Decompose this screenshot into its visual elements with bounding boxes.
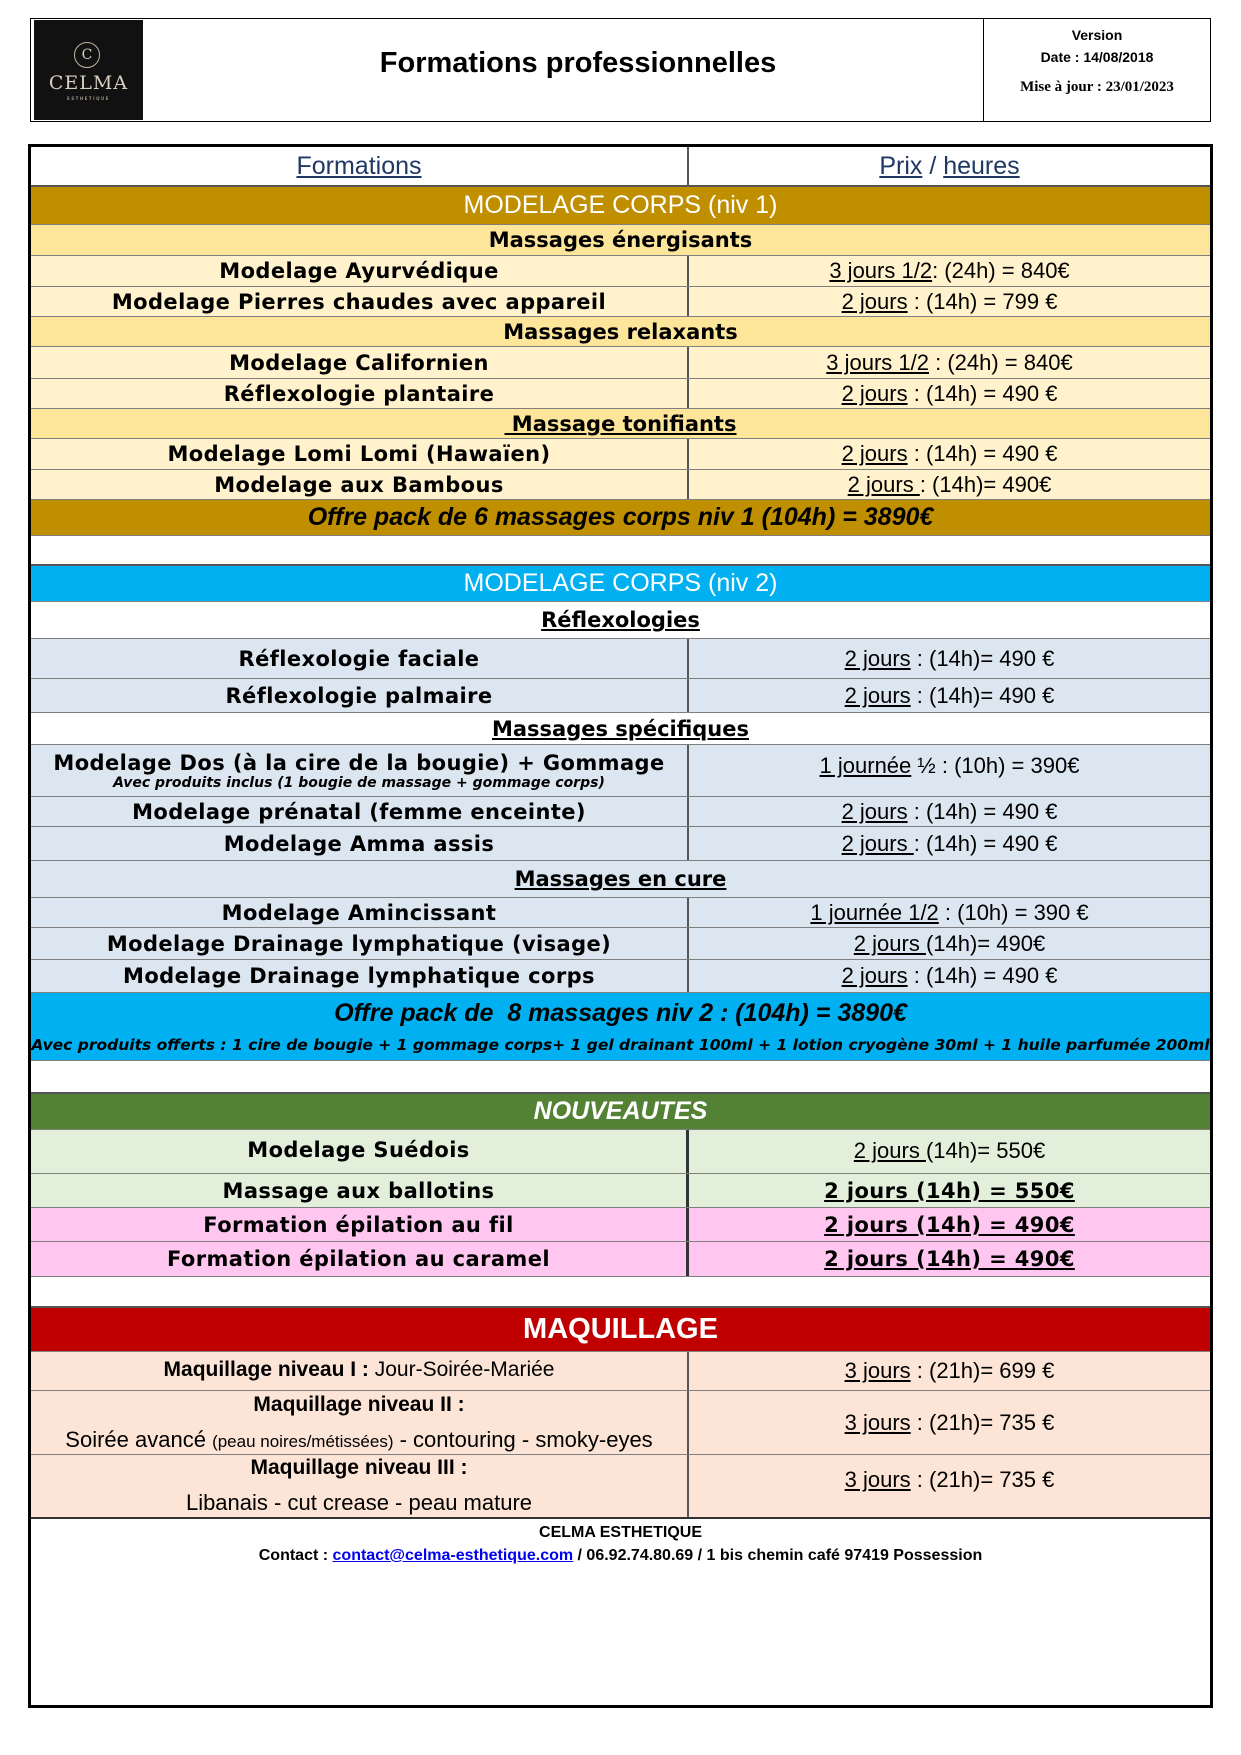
formation-name: Modelage Ayurvédique: [219, 259, 499, 283]
table-row: [31, 1455, 1210, 1519]
section-niv2-header: [31, 566, 1210, 602]
formation-name: Réflexologie palmaire: [225, 683, 493, 708]
category-row: [31, 861, 1210, 898]
column-header-formations: Formations: [296, 151, 422, 180]
price-days: 3 jours 1/2: [826, 349, 929, 375]
formation-name: Modelage Amma assis: [223, 831, 495, 856]
price-days: 2 jours: [847, 471, 920, 497]
price-detail: : (14h) = 799 €: [907, 288, 1058, 314]
category-label: Massages relaxants: [503, 319, 738, 344]
makeup-level-description: [65, 1427, 652, 1453]
table-row: [31, 639, 1210, 679]
price-days: 1 journée 1/2: [810, 899, 939, 925]
makeup-description-part: - contouring - smoky-eyes: [393, 1426, 653, 1452]
formation-name: Massage aux ballotins: [222, 1178, 495, 1203]
table-row: [31, 797, 1210, 827]
pack-offer-row: [31, 500, 1210, 536]
price-detail: : (14h) = 490 €: [913, 830, 1058, 856]
price-detail: : (14h) = 490 €: [907, 380, 1058, 406]
price-days: 1 journée: [819, 753, 912, 778]
price-detail: : (14h) = 490 €: [907, 963, 1058, 988]
spacer-row: [31, 536, 1210, 566]
price-days: 3 jours: [844, 1358, 911, 1383]
pack-offer-row: [31, 993, 1210, 1061]
formation-name: Modelage prénatal (femme enceinte): [132, 799, 586, 824]
version-date: Date : 14/08/2018: [1040, 49, 1154, 65]
price-detail: : (14h)= 490€: [919, 471, 1052, 497]
table-row: [31, 827, 1210, 861]
formation-name: Modelage Pierres chaudes avec appareil: [111, 289, 607, 314]
formation-name: Réflexologie plantaire: [223, 381, 495, 406]
makeup-level-description: Libanais - cut crease - peau mature: [185, 1490, 533, 1515]
table-row: [31, 287, 1210, 317]
contact-label: Contact :: [258, 1547, 333, 1564]
logo-subtitle: ESTHETIQUE: [66, 96, 111, 101]
price-detail: : (14h) = 490 €: [907, 441, 1058, 466]
price-days: 2 jours: [853, 930, 926, 956]
category-row: [31, 317, 1210, 347]
price-days: 2 jours: [841, 380, 908, 406]
price-days: 2 jours: [841, 798, 908, 824]
category-label: Réflexologies: [541, 608, 700, 632]
price-detail: : (24h) = 840€: [932, 258, 1070, 283]
makeup-description-note: (peau noires/métissées): [212, 1431, 394, 1451]
spacer-row: [31, 1061, 1210, 1094]
price-days: 2 jours: [841, 963, 908, 988]
column-header-heures: heures: [943, 151, 1020, 180]
price-detail: : (21h)= 699 €: [910, 1358, 1055, 1383]
formation-name: Modelage Lomi Lomi (Hawaïen): [167, 442, 551, 466]
section-title: MODELAGE CORPS (niv 2): [463, 569, 778, 597]
table-row: [31, 1208, 1210, 1242]
formation-name: Modelage Drainage lymphatique (visage): [106, 931, 612, 956]
category-row: [31, 713, 1210, 745]
pricing-table: [28, 144, 1213, 1708]
table-row: [31, 379, 1210, 409]
formation-name: Formation épilation au fil: [203, 1212, 514, 1237]
table-row: [31, 745, 1210, 797]
contact-email-link[interactable]: contact@celma-esthetique.com: [332, 1547, 574, 1564]
section-nouveautes-header: [31, 1094, 1210, 1130]
document-header: [30, 18, 1211, 122]
makeup-level-title: Maquillage niveau III :: [250, 1456, 468, 1479]
makeup-level-description: Jour-Soirée-Mariée: [374, 1358, 555, 1381]
table-row: [31, 960, 1210, 993]
price-detail: : (21h)= 735 €: [910, 1467, 1055, 1492]
formation-name: Modelage Dos (à la cire de la bougie) + Gommage: [53, 750, 665, 775]
formation-note: Avec produits inclus (1 bougie de massage + gommage corps): [113, 774, 605, 791]
price-days: 2 jours: [853, 1138, 926, 1163]
price-days: 2 jours: [841, 830, 914, 856]
price-detail: (14h)= 490€: [925, 930, 1046, 956]
logo-name: CELMA: [48, 72, 129, 94]
price-detail: : (10h) = 390 €: [938, 899, 1089, 925]
price-detail: (14h)= 550€: [925, 1138, 1046, 1163]
table-row: [31, 470, 1210, 500]
column-header-prix: Prix: [879, 151, 923, 180]
price-days: 2 jours: [841, 441, 908, 466]
table-row: [31, 1352, 1210, 1391]
price-days: 3 jours 1/2: [829, 258, 933, 283]
contact-details: / 06.92.74.80.69 / 1 bis chemin café 97419 Possession: [573, 1547, 983, 1564]
section-niv1-header: [31, 187, 1210, 225]
table-row: [31, 1130, 1210, 1174]
footer-company: CELMA ESTHETIQUE: [539, 1524, 702, 1541]
section-title: MODELAGE CORPS (niv 1): [463, 191, 778, 219]
formation-name: Modelage Amincissant: [221, 900, 497, 925]
section-title: NOUVEAUTES: [533, 1097, 708, 1125]
price-full: 2 jours (14h) = 550€: [824, 1178, 1075, 1203]
table-row: [31, 1174, 1210, 1208]
makeup-level-title: Maquillage niveau II :: [253, 1392, 465, 1416]
spacer-row: [31, 1277, 1210, 1308]
column-header-row: [31, 147, 1210, 187]
logo-medal-icon: C: [74, 42, 100, 68]
price-detail: : (14h) = 490 €: [907, 798, 1058, 824]
price-detail: : (21h)= 735 €: [910, 1409, 1055, 1435]
category-label: Massage tonifiants: [504, 411, 737, 436]
makeup-description-part: Soirée avancé: [65, 1426, 213, 1452]
category-label: Massages spécifiques: [491, 716, 750, 741]
price-days: 2 jours: [844, 645, 911, 671]
table-row: [31, 256, 1210, 287]
makeup-level-title: Maquillage niveau I :: [163, 1358, 375, 1381]
footer: [31, 1519, 1210, 1569]
update-date: Mise à jour : 23/01/2023: [1020, 79, 1174, 95]
price-detail: ½ : (10h) = 390€: [911, 753, 1080, 778]
price-full: 2 jours (14h) = 490€: [824, 1247, 1075, 1271]
formation-name: Modelage aux Bambous: [214, 472, 504, 497]
price-detail: : (14h)= 490 €: [910, 645, 1055, 671]
formation-name: Modelage Californien: [229, 350, 489, 375]
document-title: Formations professionnelles: [379, 47, 777, 79]
category-row: [31, 602, 1210, 639]
table-row: [31, 1391, 1210, 1455]
version-label: Version: [1071, 27, 1123, 43]
section-maquillage-header: [31, 1308, 1210, 1352]
section-title: MAQUILLAGE: [523, 1313, 718, 1345]
price-days: 2 jours: [844, 682, 911, 708]
formation-name: Réflexologie faciale: [238, 646, 480, 671]
category-row: [31, 225, 1210, 256]
pack-offer-label: Offre pack de 6 massages corps niv 1 (104h) = 3890€: [307, 503, 934, 531]
pack-offer-label: Offre pack de 8 massages niv 2 : (104h) = 3890€: [334, 999, 907, 1027]
table-row: [31, 928, 1210, 960]
price-detail: : (14h)= 490 €: [910, 682, 1055, 708]
table-row: [31, 347, 1210, 379]
formation-name: Modelage Drainage lymphatique corps: [123, 964, 595, 988]
table-row: [31, 679, 1210, 713]
price-detail: : (24h) = 840€: [929, 349, 1073, 375]
column-header-separator: /: [922, 151, 944, 180]
formation-name: Modelage Suédois: [247, 1138, 470, 1162]
table-row: [31, 439, 1210, 470]
footer-contact: [259, 1544, 982, 1567]
version-info: [984, 24, 1210, 68]
category-row: [31, 409, 1210, 439]
price-days: 2 jours: [841, 288, 908, 314]
category-label: Massages énergisants: [488, 228, 753, 252]
price-days: 3 jours: [844, 1467, 911, 1492]
table-row: [31, 898, 1210, 928]
price-full: 2 jours (14h) = 490€: [824, 1212, 1075, 1237]
category-label: Massages en cure: [514, 867, 727, 891]
celma-logo: [34, 20, 143, 120]
formation-name: Formation épilation au caramel: [167, 1247, 550, 1271]
table-row: [31, 1242, 1210, 1277]
pack-offer-note: Avec produits offerts : 1 cire de bougie + 1 gommage corps+ 1 gel drainant 100ml + 1 lotion cryogène 30ml + 1 huile parfumée 200ml: [31, 1036, 1210, 1054]
price-days: 3 jours: [844, 1409, 911, 1435]
